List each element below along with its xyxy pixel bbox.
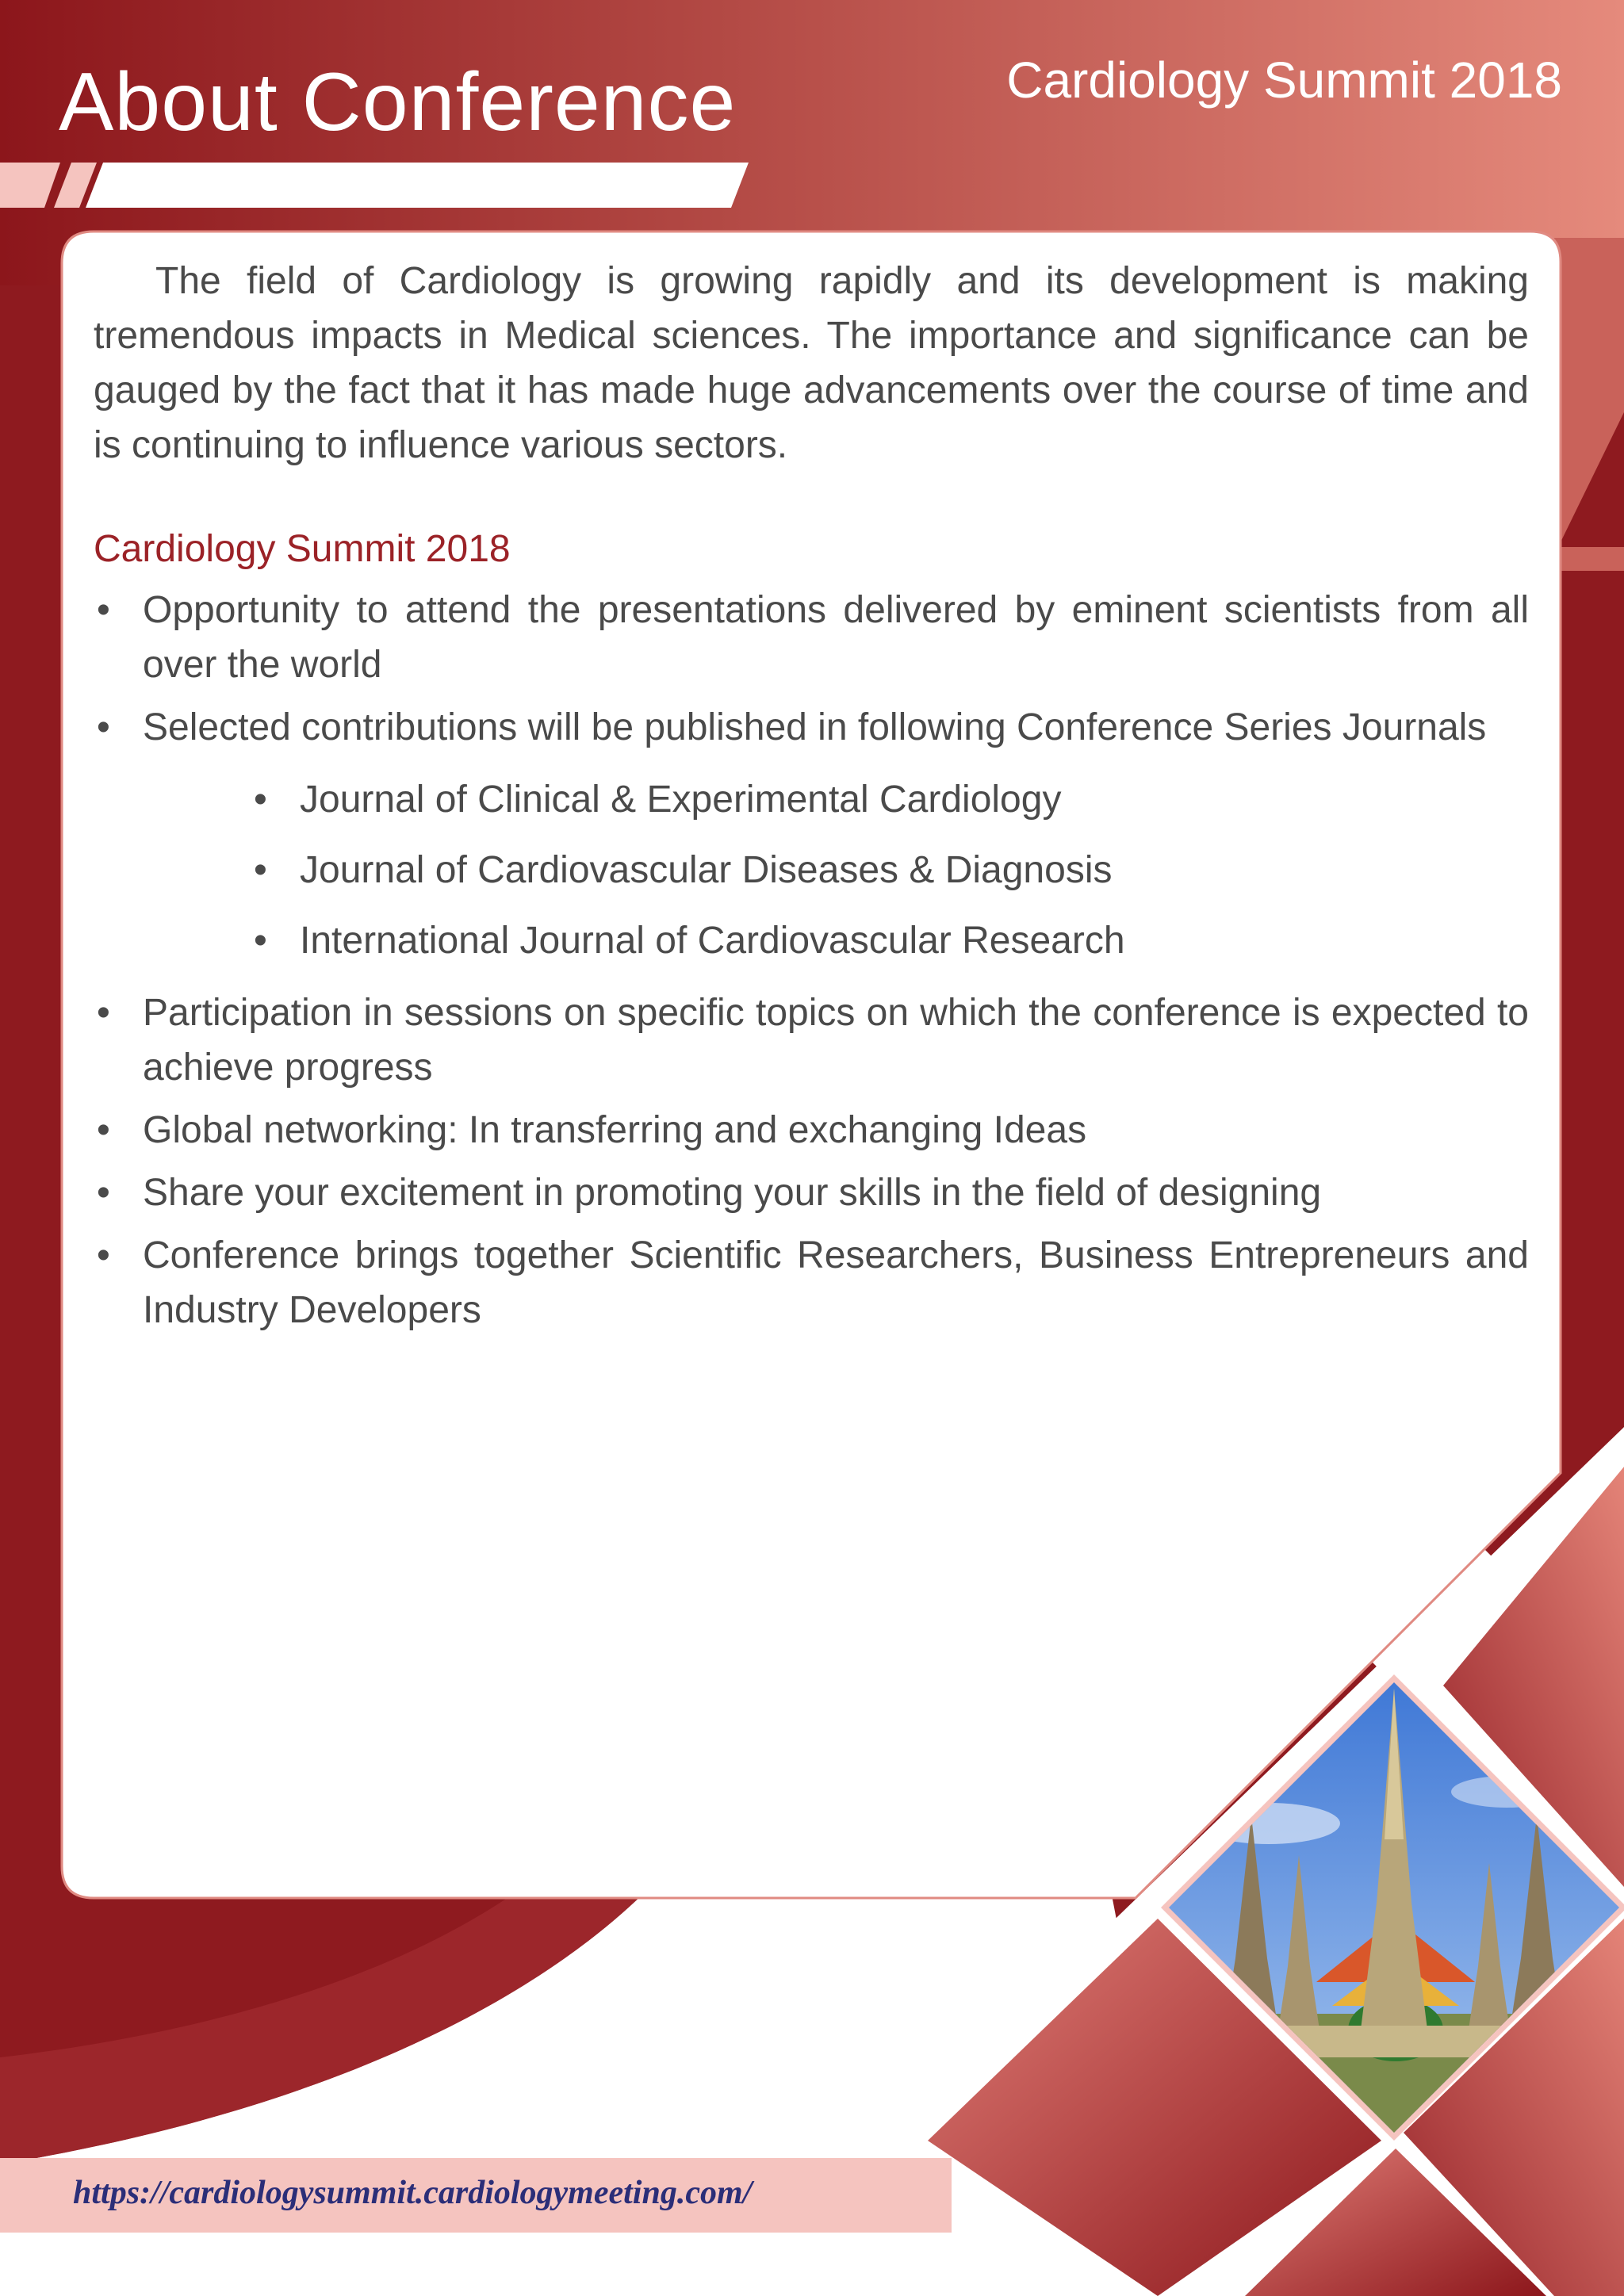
- journal-item: • Journal of Clinical & Experimental Cardiology: [143, 772, 1529, 827]
- list-item: • Opportunity to attend the presentations delivered by eminent scientists from all over the world: [94, 583, 1529, 692]
- list-item: • Share your excitement in promoting your skills in the field of designing: [94, 1165, 1529, 1220]
- section-heading: Cardiology Summit 2018: [94, 528, 511, 570]
- list-item-text: Selected contributions will be published in following Conference Series Journals: [143, 706, 1487, 748]
- content-body: [94, 254, 1529, 1345]
- conference-url-link[interactable]: https://cardiologysummit.cardiologymeeting.com/: [73, 2175, 753, 2211]
- journals-list: [143, 772, 1529, 968]
- list-item: • Global networking: In transferring and exchanging Ideas: [94, 1103, 1529, 1158]
- intro-paragraph: The field of Cardiology is growing rapidly and its development is making tremendous impacts in Medical sciences. The importance and significance can be gauged by the fact that it has made huge advancements over the course of time and is continuing to influence various sectors.: [94, 260, 1529, 466]
- page-title: About Conference: [59, 56, 737, 148]
- list-item: • Conference brings together Scientific Researchers, Business Entrepreneurs and Industry Developers: [94, 1228, 1529, 1337]
- benefits-list: [94, 583, 1529, 1337]
- list-item: [94, 700, 1529, 968]
- list-item: • Participation in sessions on specific topics on which the conference is expected to achieve progress: [94, 985, 1529, 1095]
- journal-item: • Journal of Cardiovascular Diseases & Diagnosis: [143, 843, 1529, 897]
- summit-tag: Cardiology Summit 2018: [1006, 52, 1562, 109]
- journal-item: • International Journal of Cardiovascular Research: [143, 913, 1529, 968]
